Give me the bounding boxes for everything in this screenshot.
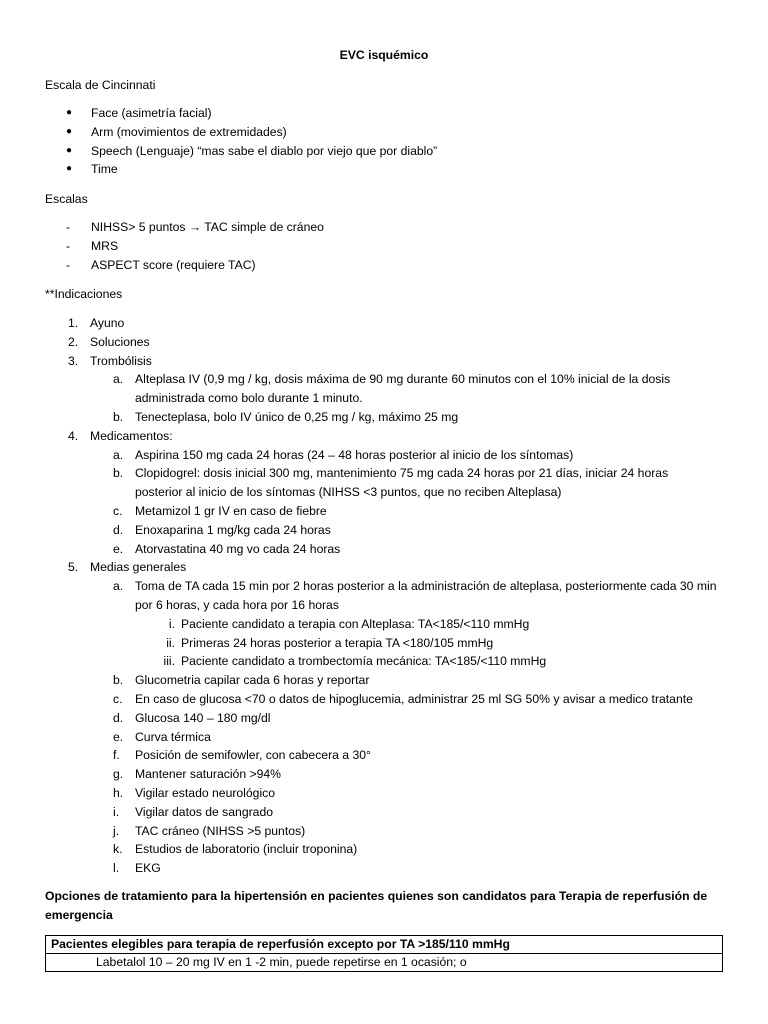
list-item: 2. Soluciones (68, 334, 150, 349)
list-item: l. EKG (113, 861, 161, 876)
list-item: g. Mantener saturación >94% (113, 767, 282, 782)
dash-icon: - (66, 220, 71, 234)
list-item: i. Vigilar datos de sangrado (113, 804, 273, 819)
list-item: b. Glucometria capilar cada 6 horas y reportar (113, 673, 370, 688)
list-item: d. Glucosa 140 – 180 mg/dl (113, 710, 271, 725)
list-item: d. Enoxaparina 1 mg/kg cada 24 horas (113, 522, 331, 537)
list-item: a. Alteplasa IV (0,9 mg / kg, dosis máxima de 90 mg durante 60 minutos con el 10% inicial de la dosis administrada como bolo durante 1 minuto. (113, 372, 671, 406)
list-item: e. Atorvastatina 40 mg vo cada 24 horas (113, 541, 341, 556)
list-item: a. Aspirina 150 mg cada 24 horas (24 – 48 horas posterior al inicio de los síntomas) (113, 447, 574, 462)
table-row (46, 936, 723, 954)
list-item: e. Curva térmica (113, 729, 211, 744)
list-item: j. TAC cráneo (NIHSS >5 puntos) (113, 823, 306, 838)
escalas-heading: Escalas (45, 192, 88, 206)
list-item: c. En caso de glucosa <70 o datos de hipoglucemia, administrar 25 ml SG 50% y avisar a medico tratante (113, 691, 693, 706)
list-item: ● Time (66, 160, 746, 179)
list-item: 4. Medicamentos: (68, 428, 173, 443)
list-item: ● Face (asimetría facial) (66, 104, 746, 123)
list-item: 3. Trombólisis (68, 353, 152, 368)
document-title: EVC isquémico (339, 48, 429, 62)
dash-icon: - (66, 257, 71, 272)
list-item: - NIHSS> 5 puntos → TAC simple de cráneo (66, 218, 746, 237)
bullet-icon: ● (66, 163, 73, 175)
list-item: f. Posición de semifowler, con cabecera a 30° (113, 748, 371, 763)
list-item: ● Speech (Lenguaje) “mas sabe el diablo por viejo que por diablo” (66, 142, 746, 161)
list-item: i. Paciente candidato a terapia con Alteplasa: TA<185/<110 mmHg (168, 616, 530, 631)
bullet-icon: ● (66, 144, 73, 156)
indicaciones-list (0, 314, 768, 878)
list-item: b. Tenecteplasa, bolo IV único de 0,25 mg / kg, máximo 25 mg (113, 409, 459, 424)
cincinnati-heading: Escala de Cincinnati (45, 78, 156, 92)
list-item: h. Vigilar estado neurológico (113, 785, 276, 800)
opciones-heading: Opciones de tratamiento para la hipertensión en pacientes quienes son candidatos para Terapia de reperfusión de emergencia (45, 889, 708, 922)
list-item: c. Metamizol 1 gr IV en caso de fiebre (113, 503, 327, 518)
cincinnati-list (66, 104, 746, 179)
list-item: - ASPECT score (requiere TAC) (66, 256, 746, 275)
indicaciones-heading: **Indicaciones (45, 287, 123, 301)
bullet-icon: ● (66, 107, 73, 118)
list-item: ii. Primeras 24 horas posterior a terapia TA <180/105 mmHg (166, 635, 494, 650)
escalas-list (66, 218, 746, 274)
table-row (46, 954, 723, 972)
list-item: - MRS (66, 237, 746, 256)
list-item: a. Toma de TA cada 15 min por 2 horas posterior a la administración de alteplasa, posteriormente cada 30 min por 6 horas, y cada hora por 16 horas (113, 579, 717, 612)
list-item: ● Arm (movimientos de extremidades) (66, 123, 746, 142)
list-item: 5. Medias generales (68, 560, 187, 575)
list-item: iii. Paciente candidato a trombectomía mecánica: TA<185/<110 mmHg (163, 654, 547, 669)
list-item: k. Estudios de laboratorio (incluir troponina) (113, 842, 358, 857)
table-header-cell: Pacientes elegibles para terapia de reperfusión excepto por TA >185/110 mmHg (46, 936, 723, 954)
list-item: 1. Ayuno (68, 316, 125, 330)
hypertension-table (45, 935, 723, 972)
bullet-icon: ● (66, 125, 73, 137)
list-item: b. Clopidogrel: dosis inicial 300 mg, mantenimiento 75 mg cada 24 horas por 21 días, iniciar 24 horas posterior al inicio de los síntomas (NIHSS <3 puntos, que no reciben Alteplasa) (113, 466, 669, 500)
dash-icon: - (66, 238, 71, 253)
table-cell: Labetalol 10 – 20 mg IV en 1 -2 min, puede repetirse en 1 ocasión; o (46, 954, 723, 972)
